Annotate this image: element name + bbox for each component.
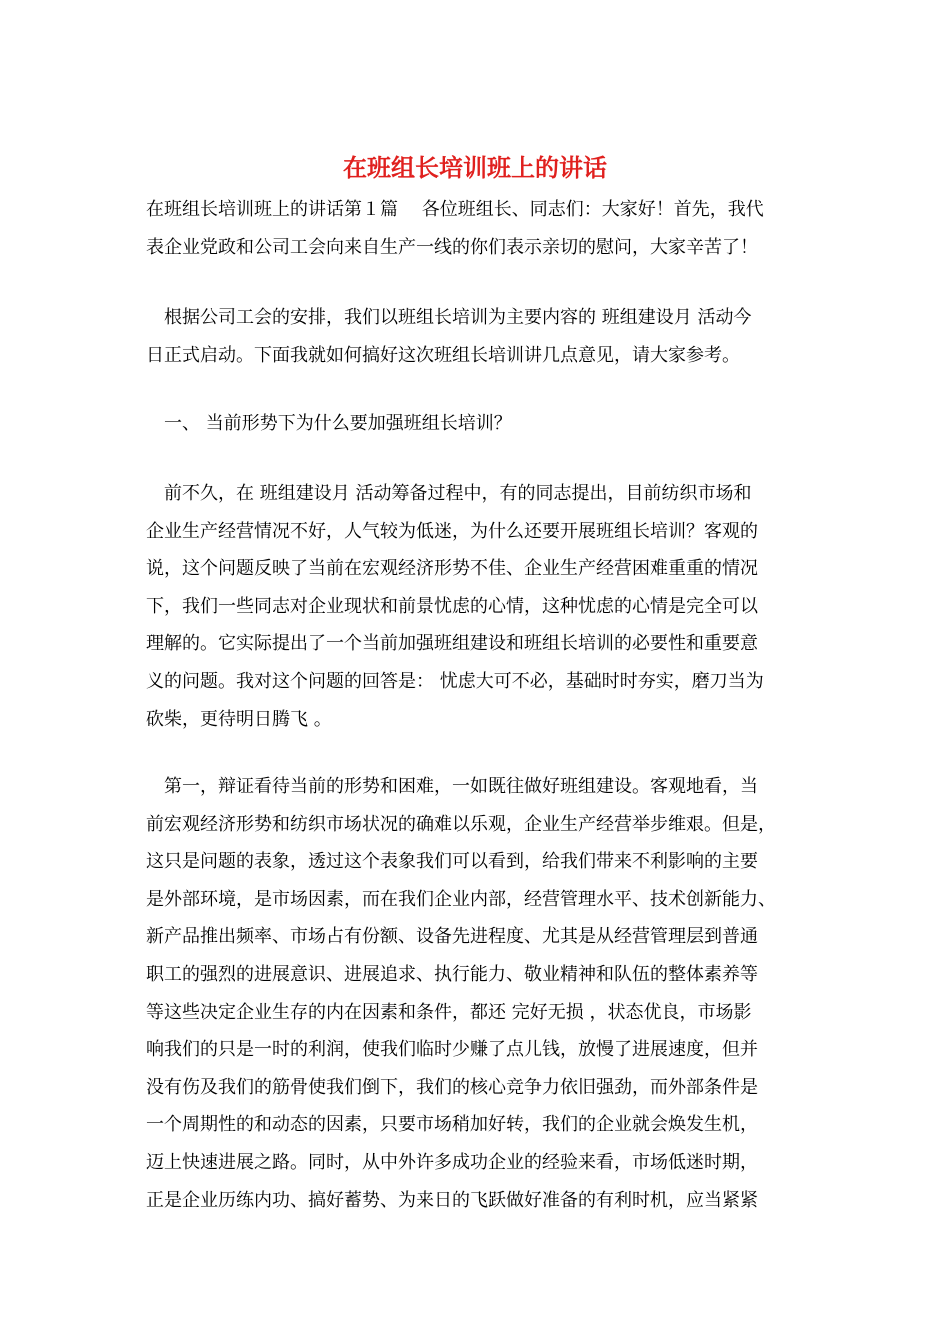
text-line: 说，这个问题反映了当前在宏观经济形势不佳、企业生产经营困难重重的情况 [146, 558, 758, 580]
text-line: 义的问题。我对这个问题的回答是： 忧虑大可不必，基础时时夯实，磨刀当为 [146, 670, 764, 692]
text-line: 企业生产经营情况不好，人气较为低迷，为什么还要开展班组长培训？客观的 [146, 520, 758, 542]
text-line: 前不久，在 班组建设月 活动筹备过程中，有的同志提出，目前纺织市场和 [146, 483, 752, 504]
text-line: 下，我们一些同志对企业现状和前景忧虑的心情，这种忧虑的心情是完全可以 [146, 595, 758, 617]
text-line: 理解的。它实际提出了一个当前加强班组建设和班组长培训的必要性和重要意 [146, 633, 758, 655]
text-line: 正是企业历练内功、搞好蓄势、为来日的飞跃做好准备的有利时机，应当紧紧 [146, 1189, 758, 1211]
text-line: 根据公司工会的安排，我们以班组长培训为主要内容的 班组建设月 活动今 [146, 307, 752, 328]
text-line: 迈上快速进展之路。同时，从中外许多成功企业的经验来看，市场低迷时期， [146, 1151, 758, 1173]
text-line: 等这些决定企业生存的内在因素和条件，都还 完好无损 ，状态优良，市场影 [146, 1001, 752, 1023]
text-line: 职工的强烈的进展意识、进展追求、执行能力、敬业精神和队伍的整体素养等 [146, 963, 758, 985]
text-line: 这只是问题的表象，透过这个表象我们可以看到，给我们带来不利影响的主要 [146, 851, 758, 873]
text-line: 一个周期性的和动态的因素，只要市场稍加好转，我们的企业就会焕发生机， [146, 1114, 758, 1136]
paragraph-first-point [146, 768, 776, 1219]
text-line: 没有伤及我们的筋骨使我们倒下，我们的核心竞争力依旧强劲，而外部条件是 [146, 1076, 758, 1098]
page-title: 在班组长培训班上的讲话 [343, 153, 607, 182]
text-line: 新产品推出频率、市场占有份额、设备先进程度、尤其是从经营管理层到普通 [146, 926, 758, 948]
section-heading-1 [146, 405, 512, 443]
text-line: 在班组长培训班上的讲话第１篇 各位班组长、同志们：大家好！首先，我代 [146, 199, 764, 220]
text-line: 响我们的只是一时的利润，使我们临时少赚了点儿钱，放慢了进展速度，但并 [146, 1039, 758, 1061]
text-line: 第一，辩证看待当前的形势和困难，一如既往做好班组建设。客观地看，当 [146, 776, 758, 797]
text-line: 前宏观经济形势和纺织市场状况的确难以乐观，企业生产经营举步维艰。但是， [146, 813, 776, 835]
paragraph-concern [146, 475, 764, 738]
text-line: 是外部环境，是市场因素，而在我们企业内部，经营管理水平、技术创新能力、 [146, 888, 776, 910]
text-line: 表企业党政和公司工会向来自生产一线的你们表示亲切的慰问，大家辛苦了！ [146, 236, 758, 258]
text-line: 砍柴，更待明日腾飞 。 [146, 708, 332, 730]
text-line: 日正式启动。下面我就如何搞好这次班组长培训讲几点意见，请大家参考。 [146, 344, 740, 366]
paragraph-arrangement [146, 299, 751, 374]
paragraph-intro [146, 191, 764, 266]
text-line: 一、 当前形势下为什么要加强班组长培训？ [146, 413, 512, 434]
